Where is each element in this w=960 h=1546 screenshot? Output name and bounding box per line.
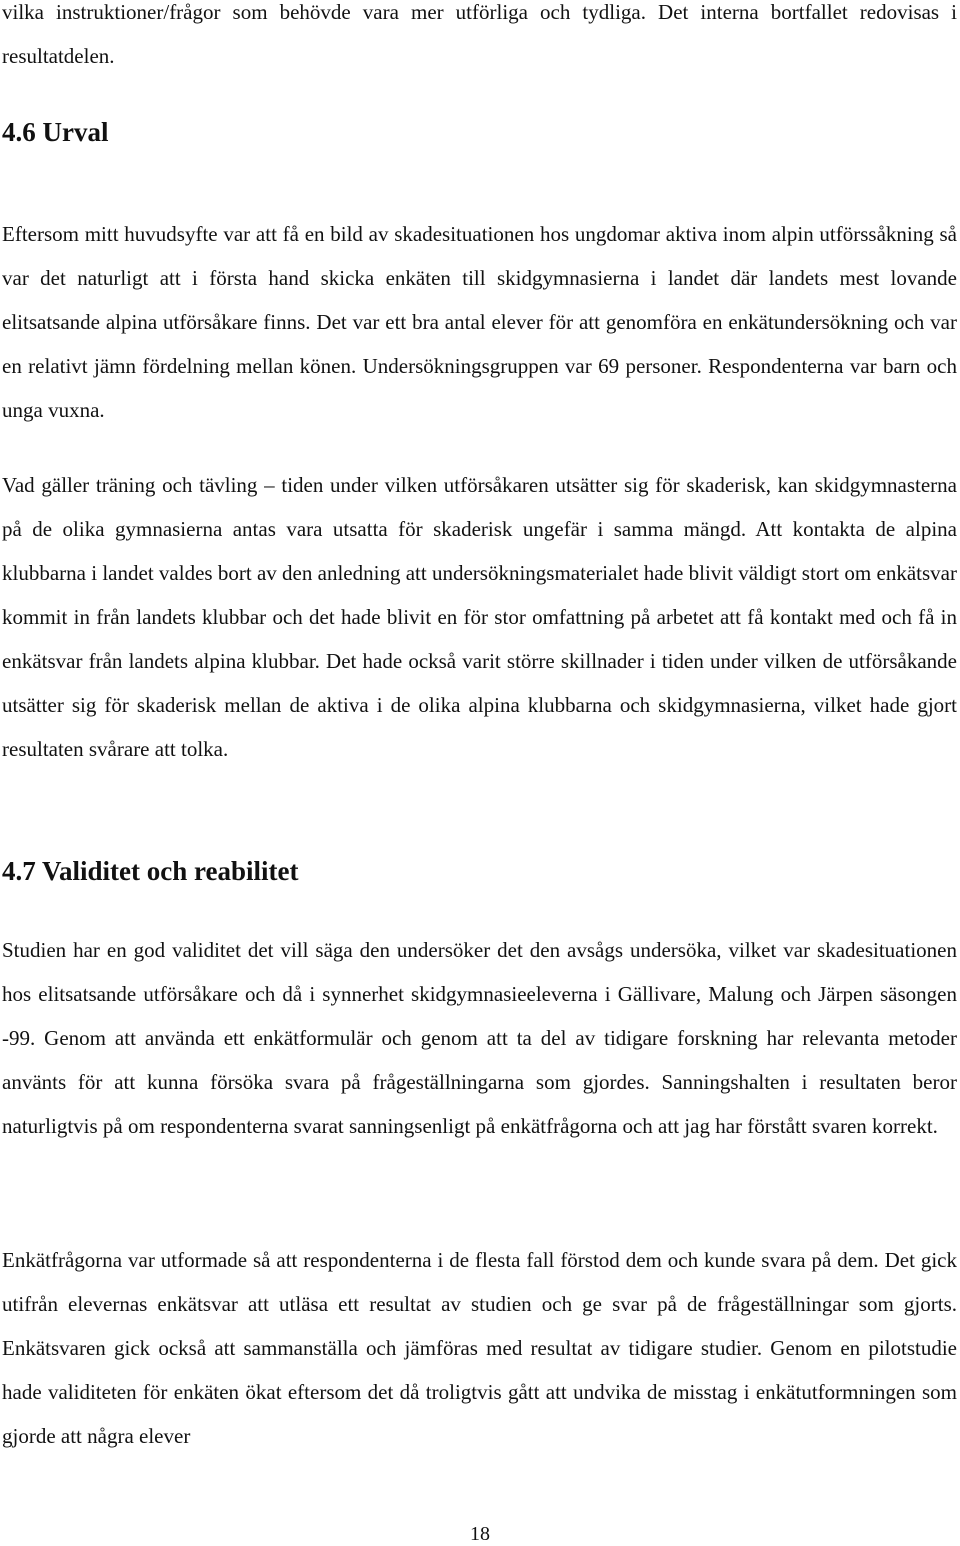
- paragraph-urval-1: Eftersom mitt huvudsyfte var att få en bild av skadesituationen hos ungdomar aktiva inom alpin utförssåkning så var det naturligt att i första hand skicka enkäten till skidgymnasierna i landet där landets mest lovande elitsatsande alpina utförsåkare finns. Det var ett bra antal elever för att genomföra en enkätundersökning och var en relativt jämn fördelning mellan könen. Undersökningsgruppen var 69 personer. Respondenterna var barn och unga vuxna.: [2, 222, 957, 422]
- paragraph-validitet-1: Studien har en god validitet det vill säga den undersöker det den avsågs undersöka, vilket var skadesituationen hos elitsatsande utförsåkare och då i synnerhet skidgymnasieeleverna i Gällivare, Malung och Järpen säsongen -99. Genom att använda ett enkätformulär och genom att ta del av tidigare forskning har relevanta metoder använts för att kunna försöka svara på frågeställningarna som gjordes. Sanningshalten i resultaten beror naturligtvis på om respondenterna svarat sanningsenligt på enkätfrågorna och att jag har förstått svaren korrekt.: [2, 938, 957, 1138]
- heading-urval: 4.6 Urval: [2, 117, 109, 147]
- paragraph-validitet-2: Enkätfrågorna var utformade så att respondenterna i de flesta fall förstod dem och kunde svara på dem. Det gick utifrån elevernas enkätsvar att utläsa ett resultat av studien och ge svar på de frågeställningar som gjorts. Enkätsvaren gick också att sammanställa och jämföras med resultat av tidigare studier. Genom en pilotstudie hade validiteten för enkäten ökat eftersom det då troligtvis gått att undvika de misstag i enkätutformningen som gjorde att några elever: [2, 1248, 957, 1448]
- heading-validitet: 4.7 Validitet och reabilitet: [2, 856, 299, 886]
- paragraph-urval-2: Vad gäller träning och tävling – tiden under vilken utförsåkaren utsätter sig för skaderisk, kan skidgymnasterna på de olika gymnasierna antas vara utsatta för skaderisk ungefär i samma mängd. Att kontakta de alpina klubbarna i landet valdes bort av den anledning att undersökningsmaterialet hade blivit väldigt stort om enkätsvar kommit in från landets klubbar och det hade blivit en för stor omfattning på arbetet att få kontakt med och få in enkätsvar från landets alpina klubbar. Det hade också varit större skillnader i tiden under vilken de utförsåkande utsätter sig för skaderisk mellan de aktiva i de olika alpina klubbarna och skidgymnasierna, vilket hade gjort resultaten svårare att tolka.: [2, 473, 957, 761]
- paragraph-intro: vilka instruktioner/frågor som behövde vara mer utförliga och tydliga. Det interna bortfallet redovisas i resultatdelen.: [2, 0, 957, 68]
- page-number: 18: [470, 1523, 490, 1545]
